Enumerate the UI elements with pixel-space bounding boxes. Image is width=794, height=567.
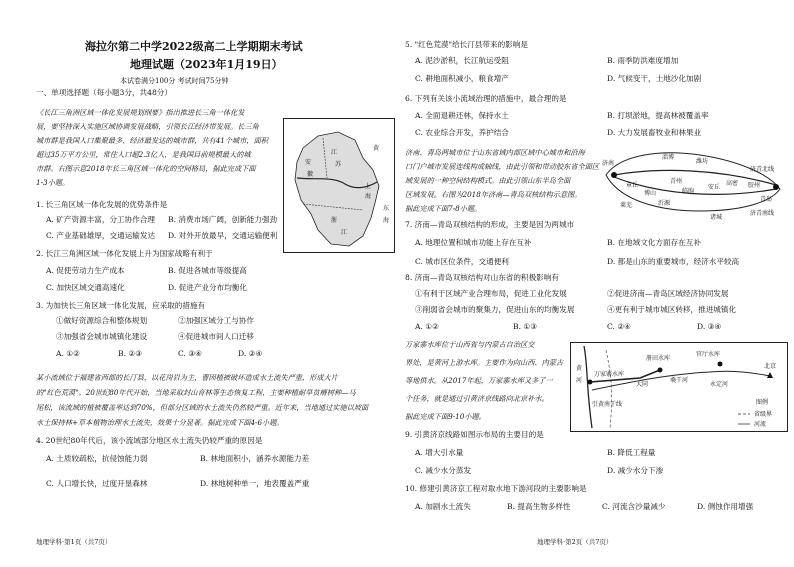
option-c[interactable]: C. 产业基础雄厚，交通运输发达 — [46, 231, 156, 240]
map-label: 引黄南干线 — [592, 401, 623, 408]
map-label: 浙 — [331, 217, 338, 224]
option-c[interactable]: C. 加快区域交通高速化 — [46, 283, 125, 292]
map-label: 章丘 — [626, 182, 639, 189]
option-c[interactable]: C. 人口增长快，过度开垦森林 — [46, 479, 148, 488]
page-footer: 地理学科·第1页（共7页） — [36, 538, 112, 546]
map-label: 万家寨水库 — [594, 371, 625, 378]
option-b[interactable]: B. 降低工程量 — [607, 448, 656, 457]
map-label: 高密 — [726, 180, 739, 187]
passage-4-line: 界处，是黄河上游水库。主要作为向山西、内蒙古 — [405, 358, 564, 367]
statement: ④更有利于城市城区转移，推进城镇化 — [607, 305, 737, 314]
jinan-qingdao-map — [600, 145, 788, 225]
statement: ①有利于区域产业合理布局，促进工业化发展 — [415, 289, 567, 298]
passage-1-line: 1-3小题。 — [36, 178, 70, 187]
passage-3-line: 口门户城市发展连线构成轴线，由此引领和带动胶东省全面区 — [405, 162, 600, 171]
option-d[interactable]: D. 气候变干，土地沙化加剧 — [607, 74, 702, 83]
option-c[interactable]: C. 河流含沙量减少 — [602, 502, 666, 511]
option-b[interactable]: B. 促进各城市等级提高 — [168, 266, 247, 275]
map-label: 上 — [365, 183, 372, 190]
map-label: 河流 — [754, 421, 767, 428]
statement: ②促进济南—青岛区域经济协同发展 — [607, 289, 729, 298]
option-b[interactable]: B. 林地面积小，涵养水源能力差 — [200, 454, 310, 463]
map-label: 永定河 — [710, 381, 729, 388]
map-label: 诸城 — [710, 214, 723, 221]
option-a[interactable]: A. 泥沙淤积，长江航运受阻 — [415, 56, 509, 65]
exam-subtitle: 地理试题（2023年1月19日） — [130, 58, 283, 71]
option-d[interactable]: D. 对外开放最早，交通运输便利 — [168, 231, 278, 240]
option-d[interactable]: D. 大力发展畜牧业和林果业 — [607, 128, 702, 137]
section-heading: 一、单项选择题（每小题3分，共48分） — [36, 88, 172, 97]
passage-2-line: 水土保持林+草本植物治理水土流失，效果十分显著。据此完成下面4-6小题。 — [36, 418, 284, 427]
map-label: 莱芜 — [620, 202, 633, 209]
option-a[interactable]: A. ①② — [56, 349, 80, 358]
passage-2-line: 尾松，该流域的植被覆盖率达到70%，但部分区域的水土流失仍然较严重。近年来，当地通过实施以坡面 — [36, 403, 369, 412]
map-label: 海 — [383, 217, 390, 224]
question-7-stem: 7. 济南—青岛双核结构的形成，主要是因为两城市 — [405, 220, 575, 229]
map-label: 大同 — [636, 381, 649, 388]
map-label: 江 — [341, 229, 348, 236]
option-d[interactable]: D. 都是山东的重要城市，经济水平较高 — [607, 257, 740, 266]
passage-4-line: 据此完成下面9-10小题。 — [405, 412, 486, 421]
question-6-stem: 6. 下列有关该小流域治理的措施中，最合理的是 — [405, 94, 567, 103]
passage-1-line: 市群。右图示意2018年长三角区域一体化的空间格局，据此完成下面 — [36, 164, 256, 173]
map-label: 海 — [365, 193, 372, 200]
map-label: 胶州 — [748, 182, 761, 189]
option-a[interactable]: A. 矿产资源丰富，分工协作合理 — [46, 215, 156, 224]
passage-1-line: 城市群是我国人口集聚最多、经济最发达的城市群，共有41个城市，面积 — [36, 136, 268, 145]
map-label: 济南 — [602, 160, 615, 167]
map-label: 桑干河 — [670, 377, 689, 384]
map-label: 东 — [383, 205, 390, 212]
option-a[interactable]: A. 加剧水土流失 — [415, 502, 471, 511]
option-d[interactable]: D. 侧蚀作用增强 — [697, 502, 754, 511]
passage-1-line: 《长江三角洲区域一体化发展规划纲要》指出推进长三角一体化发 — [36, 108, 245, 117]
map-label: 江 — [331, 149, 338, 156]
map-label: 青岛 — [760, 196, 773, 203]
option-d[interactable]: D. 林地树种单一，地表覆盖严重 — [200, 479, 310, 488]
map-label: 河 — [576, 377, 583, 384]
option-d[interactable]: D. ②④ — [238, 349, 263, 358]
option-a[interactable]: A. ①② — [415, 322, 439, 331]
option-c[interactable]: C. 农业综合开发，养护结合 — [415, 128, 509, 137]
option-d[interactable]: D. 促进产业分布均衡化 — [168, 283, 247, 292]
map-label: 徽 — [307, 171, 314, 178]
map-label: 安 — [305, 159, 312, 166]
map-label: 济青南线 — [750, 210, 775, 217]
question-5-stem: 5. "红色荒漠"给长汀县带来的影响是 — [405, 40, 528, 49]
passage-4-line: 个任务，就是通过引黄济京线路向北京补水。 — [405, 394, 549, 403]
option-b[interactable]: B. 在地域文化方面存在互补 — [607, 238, 701, 247]
statement: ①做好资源综合和整体规划 — [56, 316, 148, 325]
option-b[interactable]: B. ①③ — [513, 322, 538, 331]
question-4-stem: 4. 20世纪80年代后，该小流域部分地区水土流失仍较严重的原因是 — [36, 436, 263, 445]
passage-4-line: 等地供水。从2017年起，万家寨水库又多了一 — [405, 376, 553, 385]
option-a[interactable]: A. 全面退耕还林，保持水土 — [415, 111, 509, 120]
statement: ②加强区域分工与协作 — [178, 316, 254, 325]
option-d[interactable]: D. 减少水分下渗 — [607, 466, 664, 475]
passage-1-line: 超过35万平方公里，常住人口超2.3亿人，是我国目前规模最大的城 — [36, 150, 251, 159]
option-a[interactable]: A. 促使劳动力生产成本 — [46, 266, 125, 275]
passage-3-line: 区域发展。右图为2018年济南—青岛双核结构示意图。 — [405, 190, 582, 199]
map-label: 临朐 — [682, 188, 695, 195]
passage-4-line: 万家寨水库位于山西省与内蒙古自治区交 — [405, 340, 535, 349]
passage-3-line: 域发展的一种空间结构模式。由此引领山东半岛全面 — [405, 176, 571, 185]
map-label: 沂源 — [658, 200, 671, 207]
statement: ③削弱省会城市的聚集力，促进山东的均衡发展 — [415, 305, 575, 314]
map-label: 博山 — [644, 190, 657, 197]
exam-info: 本试卷满分100分 考试时间75分钟 — [120, 77, 229, 85]
option-b[interactable]: B. 消费市场广阔，创新能力强劲 — [168, 215, 278, 224]
passage-2-line: 某小流域位于福建省西部的长汀县，以花岗岩为主，曹因植被破坏造成水土流失严重，形成大片 — [36, 373, 338, 382]
question-10-stem: 10. 修建引黄济京工程对取水地下游河段的主要影响是 — [405, 484, 587, 493]
question-8-stem: 8. 济南—青岛双核结构对山东省的积极影响有 — [405, 273, 559, 282]
map-label: 黄 — [373, 145, 380, 152]
passage-3-line: 据此完成下面7-8小题。 — [405, 204, 482, 213]
option-c[interactable]: C. 城市区位条件，交通便利 — [415, 257, 509, 266]
statement: ④促进城市间人口迁移 — [178, 332, 254, 341]
question-3-stem: 3. 为加快长三角区域一体化发展，应采取的措施有 — [36, 301, 206, 310]
option-b[interactable]: B. 雨季防洪难度增加 — [607, 56, 679, 65]
map-label: 安丘 — [708, 184, 721, 191]
yangtze-delta-map — [283, 118, 395, 253]
yellow-river-beijing-map — [570, 342, 788, 432]
map-label: 省级界 — [754, 411, 773, 418]
passage-1-line: 展，要坚持深入实施区域协调发展战略，引领长江经济带发展。长三角 — [36, 122, 259, 131]
option-b[interactable]: B. 提高生物多样性 — [507, 502, 571, 511]
map-label: 淄博 — [662, 154, 675, 161]
page-right — [397, 0, 794, 567]
page-footer: 地理学科·第2页（共7页） — [537, 538, 613, 546]
option-b[interactable]: B. 打坝淤地，提高林被覆盖率 — [607, 111, 709, 120]
option-c[interactable]: C. ③④ — [178, 349, 202, 358]
statement: ③加强省会城市城镇化建设 — [56, 332, 148, 341]
map-label: 青州 — [670, 178, 683, 185]
exam-title: 海拉尔第二中学2022级高二上学期期末考试 — [85, 40, 303, 53]
map-label: 图例 — [756, 399, 769, 406]
passage-2-line: 的"红色荒漠"。20世纪80年代开始，当地采取封山育林等生态恢复工程，主要种植耐旱贫瘠树种—马 — [36, 388, 356, 397]
option-a[interactable]: A. 增大引水量 — [415, 448, 464, 457]
question-9-stem: 9. 引黄济京线路如图示布局的主要目的是 — [405, 430, 544, 439]
map-label: 苏 — [335, 161, 342, 168]
option-c[interactable]: C. 减少水分蒸发 — [415, 466, 471, 475]
option-c[interactable]: C. 耕地面积减小，粮食增产 — [415, 74, 509, 83]
map-label: 官厅水库 — [696, 351, 721, 358]
passage-3-line: 济南、青岛两城市位于山东省域内部区域中心城市和沿海 — [405, 148, 585, 157]
map-label: 潍坊 — [696, 158, 709, 165]
option-a[interactable]: A. 土质较疏松，抗侵蚀能力弱 — [46, 454, 148, 463]
question-2-stem: 2. 长江三角洲区域一体化发展上升为国家战略有利于 — [36, 249, 213, 258]
option-c[interactable]: C. ②④ — [607, 322, 631, 331]
option-b[interactable]: B. ②③ — [118, 349, 143, 358]
question-1-stem: 1. 长三角区域一体化发展的优势条件是 — [36, 200, 168, 209]
map-label: 济青北线 — [750, 166, 775, 173]
option-a[interactable]: A. 地理位置和城市功能上存在互补 — [415, 238, 532, 247]
map-label: 黄 — [576, 365, 583, 372]
option-d[interactable]: D. ③④ — [697, 322, 722, 331]
map-label: 北京 — [764, 363, 777, 370]
map-label: 册田水库 — [646, 355, 671, 362]
